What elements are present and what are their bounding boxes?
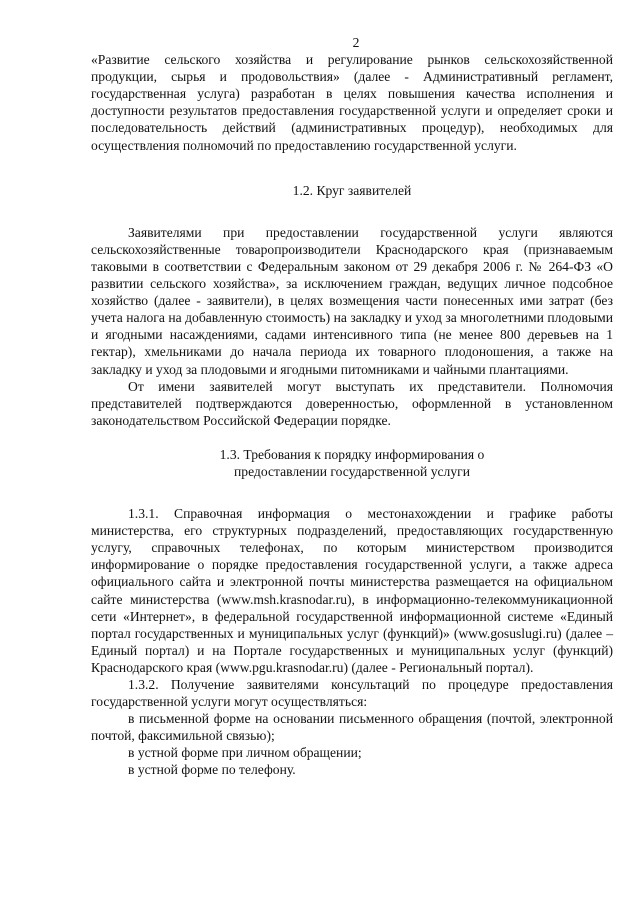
spacer <box>91 429 613 446</box>
intro-paragraph: «Развитие сельского хозяйства и регулирование рынков сельскохозяйственной продукции, сырья и продовольствия» (далее - Административный регламент, государственная услуга) разработан в целях повышения качества исполнения и доступности результатов предоставления государственной услуги и определяет сроки и последовательность действий (административных процедур), необходимых для осуществления полномочий по предоставлению государственной услуги. <box>91 52 613 153</box>
section-heading-1-2: 1.2. Круг заявителей <box>292 182 412 198</box>
written-form-item: в письменной форме на основании письменного обращения (почтой, электронной почтой, факсимильной связью); <box>91 711 613 744</box>
representatives-paragraph: От имени заявителей могут выступать их представители. Полномочия представителей подтверждаются доверенностью, оформленной в установленном законодательством Российской Федерации порядке. <box>91 378 613 428</box>
applicants-paragraph: Заявителями при предоставлении государственной услуги являются сельскохозяйственные товаропроизводители Краснодарского края (признаваемым таковыми в соответствии с Федеральным законом от 29 декабря 2006 г. № 264-ФЗ «О развитии сельского хозяйства», за исключением граждан, ведущих личное подсобное хозяйство (далее - заявители), в целях возмещения части понесенных ими затрат (без учета налога на добавленную стоимость) на закладку и уход за многолетними плодовыми и ягодными насаждениями, садами интенсивного типа (не менее 800 деревьев на 1 гектар), хмельниками до начала периода их товарного плодоношения, а также на закладку и уход за плодовыми и ягодными питомниками и чайными плантациями. <box>91 224 613 377</box>
oral-in-person-item: в устной форме при личном обращении; <box>128 745 362 761</box>
reference-info-paragraph: 1.3.1. Справочная информация о местонахождении и графике работы министерства, его структурных подразделений, предоставляющих государственную услугу, справочных телефонах, по которым министерством производится информирование о порядке предоставления государственной услуги, а также адреса официального сайта и электронной почты министерства размещается на официальном сайте министерства (www.msh.krasnodar.ru), в информационно-телекоммуникационной сети «Интернет», в федеральной государственной информационной системе «Единый портал государственных и муниципальных услуг (функций)» (www.gosuslugi.ru) (далее – Единый портал) и на Портале государственных и муниципальных услуг (функций) Краснодарского края (www.pgu.krasnodar.ru) (далее - Региональный портал). <box>91 506 613 675</box>
section-heading-1-3-line2: предоставлении государственной услуги <box>234 463 470 479</box>
spacer <box>91 154 613 182</box>
spacer <box>91 199 613 224</box>
spacer <box>91 480 613 505</box>
section-heading-1-3-line1: 1.3. Требования к порядку информирования о <box>219 446 485 462</box>
consultation-paragraph: 1.3.2. Получение заявителями консультаций по процедуре предоставления государственной услуги могут осуществляться: <box>91 677 613 710</box>
oral-phone-item: в устной форме по телефону. <box>128 762 296 778</box>
page-number: 2 <box>352 35 360 50</box>
